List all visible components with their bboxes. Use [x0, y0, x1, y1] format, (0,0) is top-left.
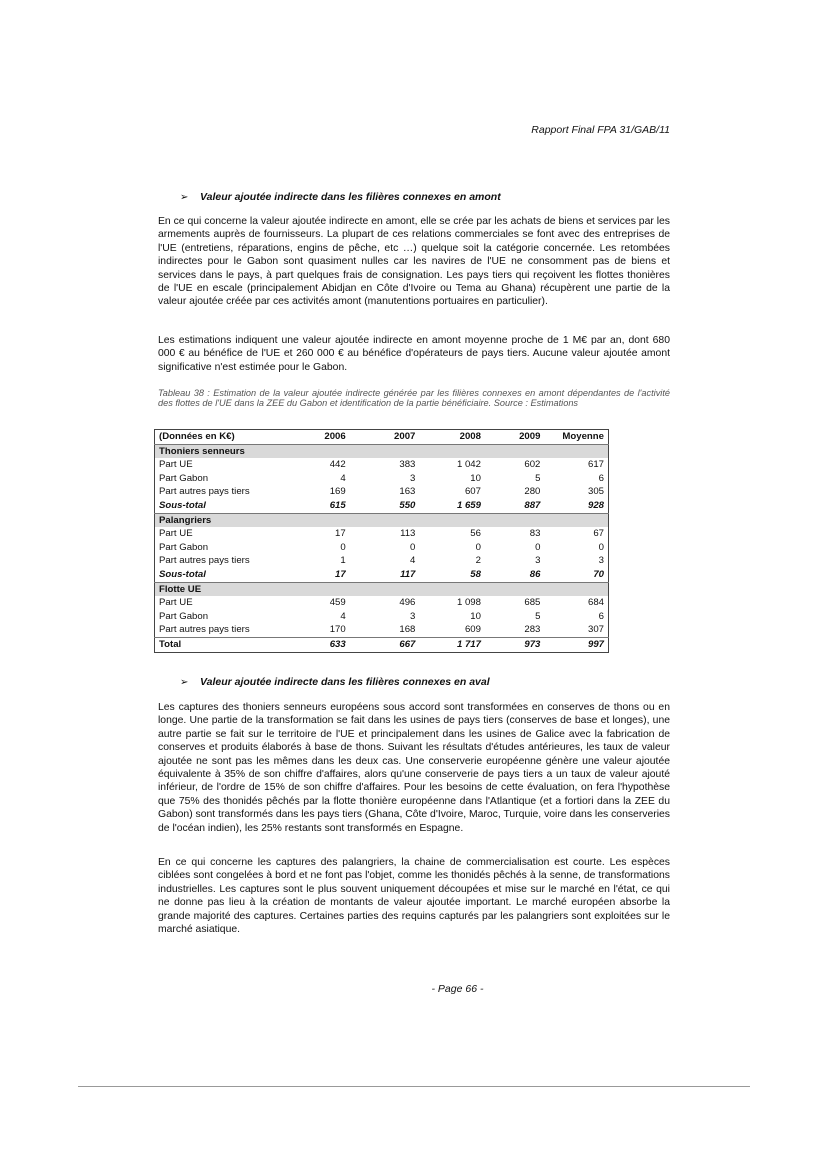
- table-row: [155, 610, 609, 624]
- section-heading-text: Valeur ajoutée indirecte dans les filières connexes en amont: [200, 191, 501, 203]
- footer-divider: [78, 1086, 750, 1087]
- table-cell: 67: [593, 528, 604, 540]
- table-cell: 997: [544, 637, 608, 652]
- table-cell: 496: [399, 597, 416, 609]
- table-cell: 602: [524, 459, 541, 471]
- paragraph-amont-1: En ce qui concerne la valeur ajoutée indirecte en amont, elle se crée par les achats de biens et services par les armements auprès de fournisseurs. La plupart de ces relations commerciales se font avec des entreprises de l'UE (entretiens, réparations, engins de pêche, etc …) quelque soit la catégorie concernée. Les retombées indirectes pour le Gabon sont quasiment nulles car les navires de l'UE ne consomment pas de biens et services dans le pays, à part quelques frais de consignation. Les pays tiers qui reçoivent les flottes thonières de l'UE en escale (principalement Abidjan en Côte d'Ivoire ou Tema au Ghana) récupèrent une partie de la valeur ajoutée créée par ces activités amont (manutentions portuaires en particulier).: [158, 216, 670, 308]
- table-cell: 170: [329, 624, 346, 636]
- column-header: (Données en K€): [155, 430, 295, 445]
- table-cell: 0: [340, 541, 346, 553]
- table-caption: Tableau 38 : Estimation de la valeur ajoutée indirecte générée par les filières connexes en amont dépendantes de l'activité des flottes de l'UE dans la ZEE du Gabon et identification de la partie bénéficiaire. Source : Estimations: [158, 388, 670, 409]
- table-cell: 0: [475, 541, 481, 553]
- table-cell: 17: [294, 568, 349, 582]
- table-cell: 615: [294, 499, 349, 513]
- table-cell: 1 098: [456, 597, 481, 609]
- table-cell: 5: [535, 610, 541, 622]
- table-cell: 0: [598, 541, 604, 553]
- table-cell: 973: [485, 637, 544, 652]
- row-label: Total: [155, 637, 295, 652]
- section-heading-amont: [180, 191, 501, 203]
- row-label: Sous-total: [155, 499, 295, 513]
- table-cell: 3: [598, 555, 604, 567]
- arrow-bullet-icon: ➢: [180, 676, 189, 688]
- column-header: Moyenne: [544, 430, 608, 445]
- table-cell: 4: [340, 610, 346, 622]
- table-cell: 56: [470, 528, 481, 540]
- group-title: Thoniers senneurs: [155, 444, 609, 458]
- table-cell: 169: [329, 486, 346, 498]
- arrow-bullet-icon: ➢: [180, 191, 189, 203]
- table-cell: 6: [598, 610, 604, 622]
- table-cell: 307: [587, 624, 604, 636]
- table-cell: 117: [350, 568, 420, 582]
- subtotal-row: [155, 499, 609, 513]
- table-cell: 1 042: [456, 459, 481, 471]
- table-cell: 550: [350, 499, 420, 513]
- table-cell: 0: [535, 541, 541, 553]
- table-cell: 1 717: [419, 637, 485, 652]
- row-label: Part Gabon: [159, 541, 209, 553]
- table-group-row: [155, 582, 609, 596]
- table-group-row: [155, 513, 609, 527]
- row-label: Part UE: [159, 597, 193, 609]
- column-header: 2006: [294, 430, 349, 445]
- table-cell: 887: [485, 499, 544, 513]
- row-label: Part autres pays tiers: [159, 555, 250, 567]
- report-header: Rapport Final FPA 31/GAB/11: [531, 124, 670, 136]
- table-cell: 305: [587, 486, 604, 498]
- table-row: [155, 458, 609, 472]
- table-row: [155, 485, 609, 499]
- table-cell: 4: [410, 555, 416, 567]
- table-cell: 10: [470, 610, 481, 622]
- table-cell: 3: [410, 472, 416, 484]
- subtotal-row: [155, 568, 609, 582]
- row-label: Part UE: [159, 528, 193, 540]
- table-cell: 684: [587, 597, 604, 609]
- row-label: Part autres pays tiers: [159, 624, 250, 636]
- table-cell: 280: [524, 486, 541, 498]
- paragraph-aval-1: Les captures des thoniers senneurs européens sous accord sont transformées en conserves de thons ou en longe. Une partie de la transformation se fait dans les usines de pays tiers (conserves de base et longes), une autre partie se fait sur le territoire de l'UE et principalement dans les usines de Galice avec la fabrication de conserves et produits élaborés à base de thons. Suivant les résultats d'études antérieures, les taux de valeur ajoutée ne sont pas les mêmes dans les deux cas. Une conserverie européenne génère une valeur ajoutée équivalente à 35% de son chiffre d'affaires, alors qu'une conserverie de pays tiers a un taux de valeur ajouté inférieur, de l'ordre de 15% de son chiffre d'affaires. Pour les besoins de cette évaluation, on fera l'hypothèse que 75% des thonidés pêchés par la flotte thonière européenne dans l'Atlantique (et a fortiori dans la ZEE du Gabon) sont transformés dans les pays tiers (Ghana, Côte d'Ivoire, Maroc, Turquie, voire dans les conserveries de l'océan indien), les 25% restants sont transformés en Espagne.: [158, 702, 670, 834]
- table-cell: 1 659: [419, 499, 485, 513]
- table-cell: 609: [464, 624, 481, 636]
- table-cell: 86: [485, 568, 544, 582]
- table-cell: 3: [410, 610, 416, 622]
- table-cell: 459: [329, 597, 346, 609]
- group-title: Flotte UE: [155, 582, 609, 596]
- table-cell: 1: [340, 555, 346, 567]
- table-row: [155, 623, 609, 637]
- table-cell: 58: [419, 568, 485, 582]
- table-row: [155, 472, 609, 486]
- row-label: Sous-total: [155, 568, 295, 582]
- table-cell: 667: [350, 637, 420, 652]
- table-row: [155, 541, 609, 555]
- row-label: Part Gabon: [159, 610, 209, 622]
- table-cell: 5: [535, 472, 541, 484]
- table-header-row: [155, 430, 609, 445]
- table-cell: 685: [524, 597, 541, 609]
- table-cell: 607: [464, 486, 481, 498]
- group-title: Palangriers: [155, 513, 609, 527]
- table-cell: 283: [524, 624, 541, 636]
- table-cell: 633: [294, 637, 349, 652]
- column-header: 2007: [350, 430, 420, 445]
- table-cell: 4: [340, 472, 346, 484]
- paragraph-aval-2: En ce qui concerne les captures des palangriers, la chaine de commercialisation est courte. Les espèces ciblées sont congelées à bord et ne font pas l'objet, comme les thonidés pêchés à la senne, de transformations industrielles. Les captures sont le plus souvent uniquement découpées et mise sur le marché en l'état, ce qui ne donne pas lieu à la création de montants de valeur ajoutée important. Le marché européen absorbe la grande majorité des captures. Certaines parties des requins capturés par les palangriers sont exploitées sur le marché asiatique.: [158, 857, 670, 936]
- table-row: [155, 554, 609, 568]
- row-label: Part UE: [159, 459, 193, 471]
- table-cell: 383: [399, 459, 416, 471]
- table-group-row: [155, 444, 609, 458]
- table-cell: 113: [400, 528, 416, 540]
- table-cell: 442: [329, 459, 346, 471]
- row-label: Part autres pays tiers: [159, 486, 250, 498]
- section-heading-aval: [180, 676, 490, 688]
- table-cell: 2: [475, 555, 481, 567]
- table-cell: 617: [587, 459, 604, 471]
- table-cell: 10: [470, 472, 481, 484]
- table-cell: 0: [410, 541, 416, 553]
- row-label: Part Gabon: [159, 472, 209, 484]
- table-cell: 163: [399, 486, 416, 498]
- table-cell: 70: [544, 568, 608, 582]
- total-row: [155, 637, 609, 652]
- table-cell: 83: [529, 528, 541, 540]
- column-header: 2008: [419, 430, 485, 445]
- section-heading-text: Valeur ajoutée indirecte dans les filières connexes en aval: [200, 676, 490, 688]
- table-row: [155, 527, 609, 541]
- value-added-table: [154, 429, 609, 653]
- column-header: 2009: [485, 430, 544, 445]
- table-cell: 168: [399, 624, 416, 636]
- table-cell: 928: [544, 499, 608, 513]
- paragraph-amont-2: Les estimations indiquent une valeur ajoutée indirecte en amont moyenne proche de 1 M€ par an, dont 680 000 € au bénéfice de l'UE et 260 000 € au bénéfice d'opérateurs de pays tiers. Aucune valeur ajoutée amont significative n'est estimée pour le Gabon.: [158, 335, 670, 373]
- table-cell: 17: [335, 528, 346, 540]
- table-cell: 3: [535, 555, 541, 567]
- table-cell: 6: [598, 472, 604, 484]
- table-row: [155, 596, 609, 610]
- page-number: - Page 66 -: [431, 983, 484, 995]
